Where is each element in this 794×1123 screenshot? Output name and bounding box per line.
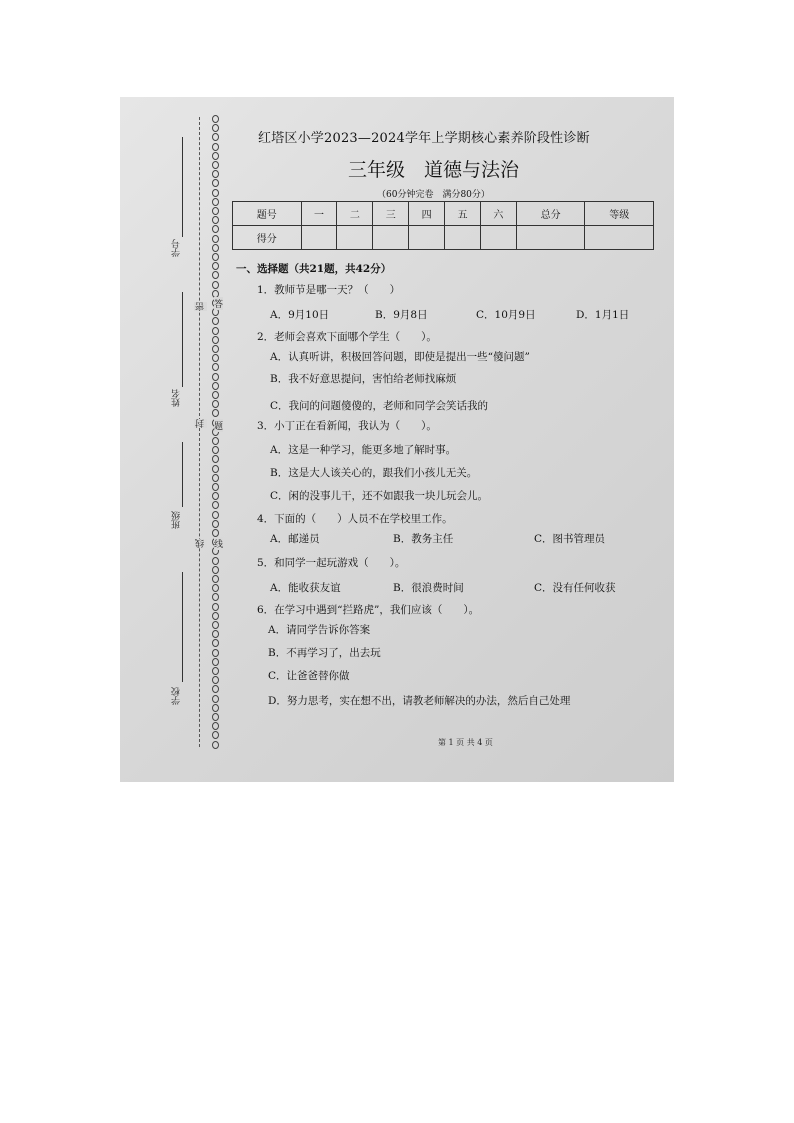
section-heading: 一、选择题（共21题，共42分）	[236, 263, 392, 275]
binding-hole	[212, 483, 219, 491]
binding-hole	[212, 152, 219, 160]
binding-hole	[212, 244, 219, 252]
binding-hole	[212, 207, 219, 215]
school-label: 学校	[172, 687, 182, 705]
question-stem: 3．小丁正在看新闻，我认为（ ）。	[257, 420, 437, 432]
table-cell: 四	[409, 202, 445, 226]
binding-hole	[212, 198, 219, 206]
binding-hole	[212, 281, 219, 289]
binding-hole	[212, 262, 219, 270]
binding-hole	[212, 741, 219, 749]
option: D．努力思考，实在想不出，请教老师解决的办法，然后自己处理	[268, 695, 571, 707]
question-stem: 5．和同学一起玩游戏（ ）。	[257, 557, 406, 569]
binding-hole	[212, 603, 219, 611]
binding-hole	[212, 354, 219, 362]
table-cell: 六	[480, 202, 516, 226]
option: A．请同学告诉你答案	[268, 624, 371, 636]
binding-hole	[212, 557, 219, 565]
binding-hole	[212, 676, 219, 684]
binding-hole	[212, 336, 219, 344]
name-label: 姓名	[172, 389, 182, 407]
exam-subject: 三年级 道德与法治	[348, 159, 520, 181]
option: D．1月1日	[576, 309, 630, 321]
binding-hole	[212, 115, 219, 123]
table-cell: 总分	[516, 202, 585, 226]
binding-hole	[212, 529, 219, 537]
number-line	[182, 137, 183, 237]
binding-hole	[212, 520, 219, 528]
question-stem: 4．下面的（ ）人员不在学校里工作。	[257, 513, 453, 525]
binding-hole	[212, 400, 219, 408]
seal-char-1: 密	[196, 302, 206, 311]
binding-hole	[212, 621, 219, 629]
table-cell	[480, 226, 516, 250]
binding-hole	[212, 225, 219, 233]
binding-hole	[212, 253, 219, 261]
option: A．这是一种学习，能更多地了解时事。	[270, 444, 457, 456]
binding-hole	[212, 437, 219, 445]
option: B．9月8日	[375, 309, 428, 321]
binding-hole	[212, 455, 219, 463]
binding-hole	[212, 492, 219, 500]
binding-hole	[212, 161, 219, 169]
question-stem: 2．老师会喜欢下面哪个学生（ ）。	[257, 331, 437, 343]
option: B．很浪费时间	[393, 582, 464, 594]
option: B．我不好意思提问，害怕给老师找麻烦	[270, 373, 457, 385]
class-line	[182, 442, 183, 507]
page-footer: 第 1 页 共 4 页	[438, 738, 493, 747]
score-table	[232, 201, 654, 250]
table-cell	[585, 226, 654, 250]
table-cell	[301, 226, 337, 250]
option: A．能收获友谊	[270, 582, 341, 594]
seal-char-3: 线	[196, 539, 206, 548]
binding-hole	[212, 575, 219, 583]
binding-hole	[212, 713, 219, 721]
binding-hole	[212, 363, 219, 371]
binding-hole	[212, 446, 219, 454]
binding-hole	[212, 639, 219, 647]
binding-hole	[212, 327, 219, 335]
binding-hole	[212, 731, 219, 739]
binding-hole	[212, 465, 219, 473]
binding-hole	[212, 474, 219, 482]
binding-hole	[212, 133, 219, 141]
table-cell: 题号	[233, 202, 302, 226]
binding-hole	[212, 189, 219, 197]
score-table-score-row	[233, 226, 654, 250]
option: A．邮递员	[270, 533, 320, 545]
binding-hole	[212, 658, 219, 666]
binding-hole	[212, 501, 219, 509]
binding-hole	[212, 216, 219, 224]
binding-hole	[212, 593, 219, 601]
binding-hole	[212, 612, 219, 620]
binding-hole	[212, 373, 219, 381]
option: C．闲的没事儿干，还不如跟我一块儿玩会儿。	[270, 490, 489, 502]
warn-char-2: 题	[214, 419, 223, 432]
binding-hole	[212, 124, 219, 132]
binding-hole	[212, 391, 219, 399]
warn-char-1: 答	[214, 297, 223, 310]
option: C．我问的问题傻傻的，老师和同学会笑话我的	[270, 400, 489, 412]
table-cell	[445, 226, 481, 250]
option: C．10月9日	[476, 309, 536, 321]
exam-photo	[120, 97, 674, 782]
table-cell: 得分	[233, 226, 302, 250]
binding-hole	[212, 695, 219, 703]
class-label: 班级	[172, 511, 182, 529]
binding-hole	[212, 685, 219, 693]
option: A．认真听讲，积极回答问题，即使是提出一些“傻问题”	[270, 351, 530, 363]
binding-hole	[212, 170, 219, 178]
exam-note: （60分钟完卷 满分80分）	[377, 190, 490, 200]
binding-hole	[212, 382, 219, 390]
binding-hole	[212, 409, 219, 417]
binding-hole	[212, 235, 219, 243]
binding-hole	[212, 317, 219, 325]
option: C．让爸爸替你做	[268, 670, 350, 682]
seal-dashed-line	[199, 117, 200, 747]
question-stem: 6．在学习中遇到“拦路虎”，我们应该（ ）。	[257, 604, 480, 616]
number-label: 学号	[172, 239, 182, 257]
table-cell	[373, 226, 409, 250]
binding-hole	[212, 271, 219, 279]
score-table-header-row	[233, 202, 654, 226]
table-cell: 三	[373, 202, 409, 226]
question-stem: 1．教师节是哪一天？（ ）	[257, 284, 401, 296]
binding-hole	[212, 649, 219, 657]
warn-char-3: 线	[214, 537, 223, 550]
table-cell: 五	[445, 202, 481, 226]
option: B．教务主任	[393, 533, 454, 545]
binding-hole	[212, 511, 219, 519]
binding-hole	[212, 630, 219, 638]
option: B．不再学习了，出去玩	[268, 647, 381, 659]
name-line	[182, 292, 183, 387]
exam-title: 红塔区小学2023—2024学年上学期核心素养阶段性诊断	[258, 131, 590, 146]
option: B．这是大人该关心的，跟我们小孩儿无关。	[270, 467, 478, 479]
binding-hole	[212, 667, 219, 675]
binding-hole	[212, 143, 219, 151]
binding-hole	[212, 722, 219, 730]
table-cell: 二	[337, 202, 373, 226]
binding-hole	[212, 566, 219, 574]
school-line	[182, 572, 183, 682]
option: A．9月10日	[270, 309, 330, 321]
binding-hole	[212, 704, 219, 712]
binding-hole	[212, 584, 219, 592]
option: C．没有任何收获	[534, 582, 616, 594]
table-cell: 一	[301, 202, 337, 226]
option: C．图书管理员	[534, 533, 606, 545]
binding-hole	[212, 179, 219, 187]
binding-hole	[212, 345, 219, 353]
table-cell: 等级	[585, 202, 654, 226]
table-cell	[337, 226, 373, 250]
table-cell	[409, 226, 445, 250]
table-cell	[516, 226, 585, 250]
seal-char-2: 封	[196, 419, 206, 428]
